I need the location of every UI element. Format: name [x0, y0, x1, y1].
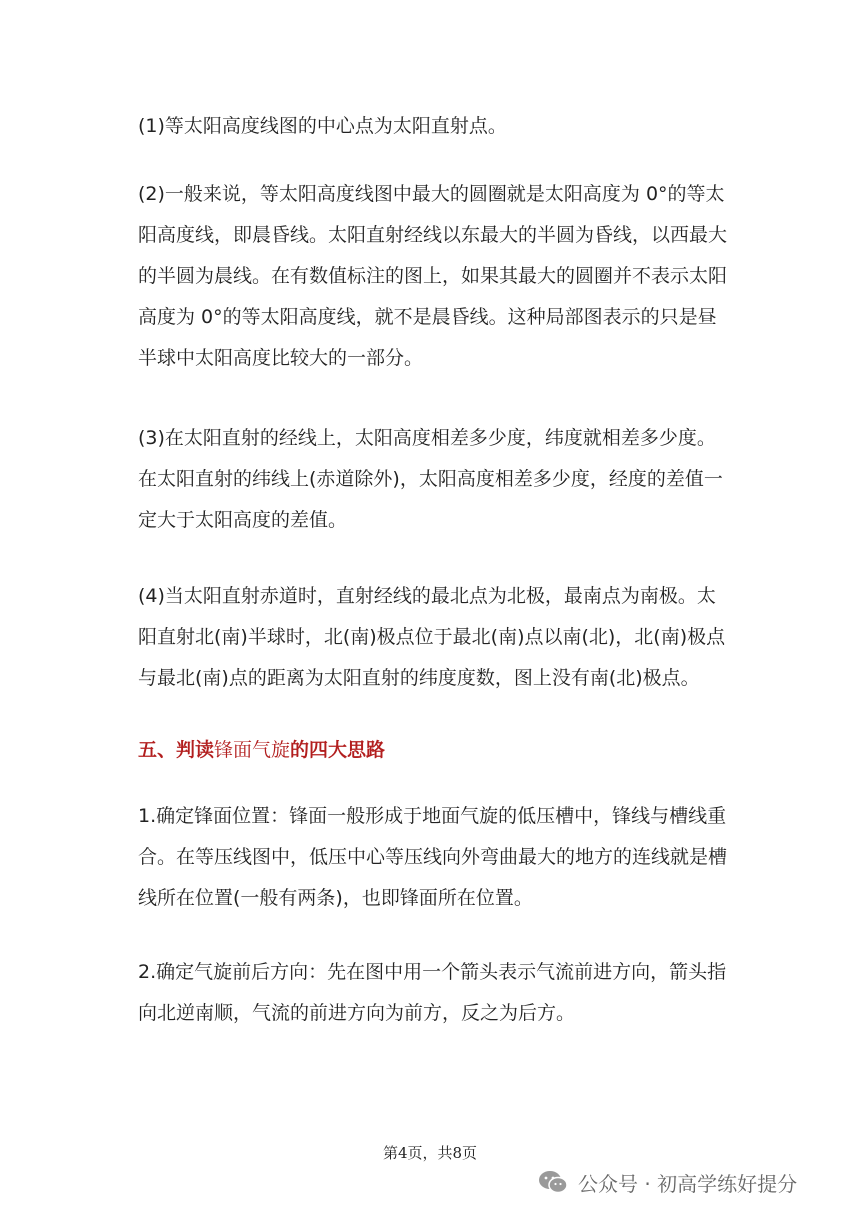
paragraph-4: (4)当太阳直射赤道时，直射经线的最北点为北极，最南点为南极。太阳直射北(南)半球时，北(南)极点位于最北(南)点以南(北)，北(南)极点与最北(南)点的距离为太阳直射的纬度度数，图上没有南(北)极点。 — [138, 585, 726, 689]
paragraph-2: (2)一般来说，等太阳高度线图中最大的圆圈就是太阳高度为 0°的等太阳高度线，即晨昏线。太阳直射经线以东最大的半圆为昏线，以西最大的半圆为晨线。在有数值标注的图上，如果其最大的圆圈并不表示太阳高度为 0°的等太阳高度线，就不是晨昏线。这种局部图表示的只是昼半球中太阳高度比较大的一部分。 — [138, 183, 728, 369]
wechat-watermark — [538, 1164, 797, 1200]
paragraph-3: (3)在太阳直射的经线上，太阳高度相差多少度，纬度就相差多少度。在太阳直射的纬线上(赤道除外)，太阳高度相差多少度，经度的差值一定大于太阳高度的差值。 — [138, 427, 723, 531]
section-heading-part2: 锋面气旋 — [214, 739, 291, 761]
wechat-icon — [538, 1169, 568, 1195]
page-number: 第4页，共8页 — [382, 1144, 478, 1162]
section-heading-part3: 的四大思路 — [290, 739, 386, 761]
section-heading-part1: 五、判读 — [138, 739, 215, 761]
wechat-watermark-text: 公众号 · 初高学练好提分 — [578, 1171, 798, 1196]
section-paragraph-2: 2.确定气旋前后方向：先在图中用一个箭头表示气流前进方向，箭头指向北逆南顺，气流的前进方向为前方，反之为后方。 — [138, 961, 727, 1024]
section-heading — [138, 730, 728, 771]
section-paragraph-1: 1.确定锋面位置：锋面一般形成于地面气旋的低压槽中，锋线与槽线重合。在等压线图中，低压中心等压线向外弯曲最大的地方的连线就是槽线所在位置(一般有两条)，也即锋面所在位置。 — [138, 805, 728, 909]
paragraph-1: (1)等太阳高度线图的中心点为太阳直射点。 — [138, 115, 507, 137]
